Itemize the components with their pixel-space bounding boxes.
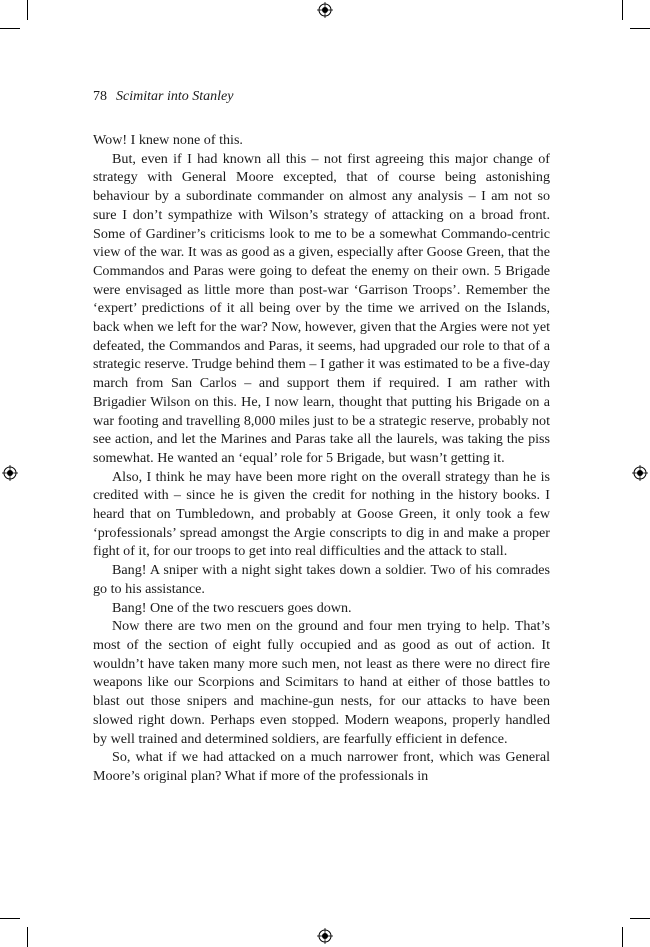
registration-mark-icon <box>317 2 333 18</box>
crop-mark-top-right-horizontal <box>630 28 650 29</box>
crop-mark-bottom-left-vertical <box>27 927 28 947</box>
paragraph: So, what if we had attacked on a much narrower front, which was General Moore’s original plan? What if more of the professionals in <box>93 749 550 784</box>
paragraph: But, even if I had known all this – not first agreeing this major change of strategy with General Moore excepted, that of course being astonishing behaviour by a subordinate commander on almost any analysis – I am not so sure I don’t sympathize with Wilson’s strategy of attacking on a broad front. Some of Gardiner’s criticisms look to me to be a somewhat Commando-centric view of the war. It was as good as a given, especially after Goose Green, that the Commandos and Paras were going to defeat the enemy on their own. 5 Brigade were envisaged as little more than post-war ‘Garrison Troops’. Remember the ‘expert’ predictions of it all being over by the time we arrived on the Islands, back when we left for the war? Now, however, given that the Argies were not yet defeated, the Commandos and Paras, it seems, had upgraded our role to that of a strategic reserve. Trudge behind them – I gather it was estimated to be a five-day march from San Carlos – and support them if required. I am rather with Brigadier Wilson on this. He, I now learn, thought that putting his Brigade on a war footing and travelling 8,000 miles just to be a strategic reserve, probably not see action, and let the Marines and Paras take all the laurels, was taking the piss somewhat. He wanted an ‘equal’ role for 5 Brigade, but wasn’t getting it. <box>93 150 550 466</box>
page-number: 78 <box>93 89 107 104</box>
crop-mark-bottom-right-vertical <box>622 927 623 947</box>
crop-mark-top-left-vertical <box>27 0 28 20</box>
paragraph: Bang! One of the two rescuers goes down. <box>112 599 352 616</box>
registration-mark-icon <box>317 928 333 944</box>
paragraph: Now there are two men on the ground and four men trying to help. That’s most of the section of eight fully occupied and as good as out of action. It wouldn’t have taken many more such men, not least as there were no direct fire weapons like our Scorpions and Scimitars to hand at either of those battles to blast out those snipers and machine-gun nests, for our attacks to have been slowed right down. Perhaps even stopped. Modern weapons, properly handled by well trained and determined soldiers, are fearfully efficient in defence. <box>93 618 550 747</box>
crop-mark-bottom-right-horizontal <box>630 918 650 919</box>
paragraph: Also, I think he may have been more right on the overall strategy than he is credited with – since he is given the credit for nothing in the history books. I heard that on Tumbledown, and probably at Goose Green, it only took a few ‘professionals’ spread amongst the Argie conscripts to dig in and make a proper fight of it, for our troops to get into real difficulties and the attack to stall. <box>93 468 550 560</box>
crop-mark-top-right-vertical <box>622 0 623 20</box>
paragraph: Wow! I knew none of this. <box>93 132 243 148</box>
registration-mark-icon <box>632 465 648 481</box>
book-title: Scimitar into Stanley <box>116 89 234 104</box>
crop-mark-top-left-horizontal <box>0 28 20 29</box>
crop-mark-bottom-left-horizontal <box>0 918 20 919</box>
registration-mark-icon <box>2 465 18 481</box>
paragraph: Bang! A sniper with a night sight takes down a soldier. Two of his comrades go to his assistance. <box>93 562 550 597</box>
body-text <box>93 131 550 786</box>
running-header <box>93 88 233 106</box>
